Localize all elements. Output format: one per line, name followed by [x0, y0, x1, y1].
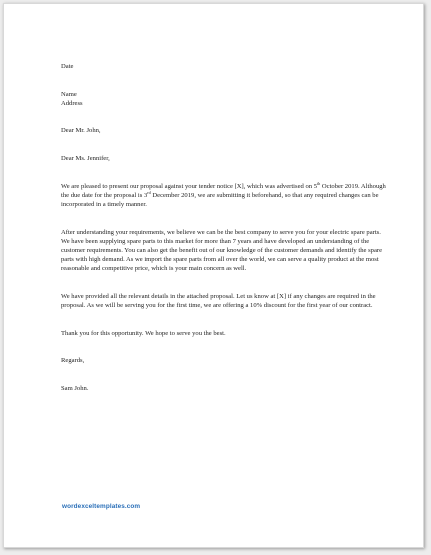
date-line: Date: [61, 63, 74, 70]
watermark-link[interactable]: wordexceltemplates.com: [62, 503, 141, 510]
paragraph-proposal-intro: [61, 182, 386, 210]
recipient-address: Address: [61, 99, 83, 107]
document-page: [3, 3, 424, 548]
paragraph-thanks: Thank you for this opportunity. We hope to serve you the best.: [61, 329, 226, 337]
ordinal-suffix-th: th: [317, 180, 321, 186]
ordinal-suffix-rd: rd: [147, 189, 151, 195]
paragraph-company-capability: After understanding your requirements, we believe we can be the best company to serve you for your electric spare parts. We have been supplying spare parts to this market for more than 7 years and have developed an understanding of the customer requirements. You can also get the benefit out of our knowledge of the customer demands and identify the spare parts with high demand. As we import the spare parts from all over the world, we can serve a quality product at the most reasonable and competitive price, which is your main concern as well.: [61, 228, 382, 273]
paragraph-1-part-a: We are pleased to present our proposal against your tender notice [X], which was advertised on 5: [61, 182, 317, 190]
paragraph-1-part-c: December 2019, we are submitting it beforehand, so that any required changes can be incorporated in a timely manner.: [61, 191, 379, 208]
salutation-secondary: Dear Ms. Jennifer,: [61, 154, 110, 162]
closing-line: Regards,: [61, 357, 85, 365]
recipient-name: Name: [61, 90, 77, 98]
paragraph-1-part-b: October 2019. Although the due date for the proposal is 3: [61, 182, 386, 199]
signature-name: Sam John.: [61, 384, 89, 392]
letter-body: [61, 62, 386, 402]
salutation-primary: Dear Mr. John,: [61, 127, 101, 135]
paragraph-proposal-details: We have provided all the relevant details in the attached proposal. Let us know at [X] if any changes are required in the proposal. As we will be serving you for the first time, we are offering a 10% discount for the first year of our contract.: [61, 292, 376, 310]
